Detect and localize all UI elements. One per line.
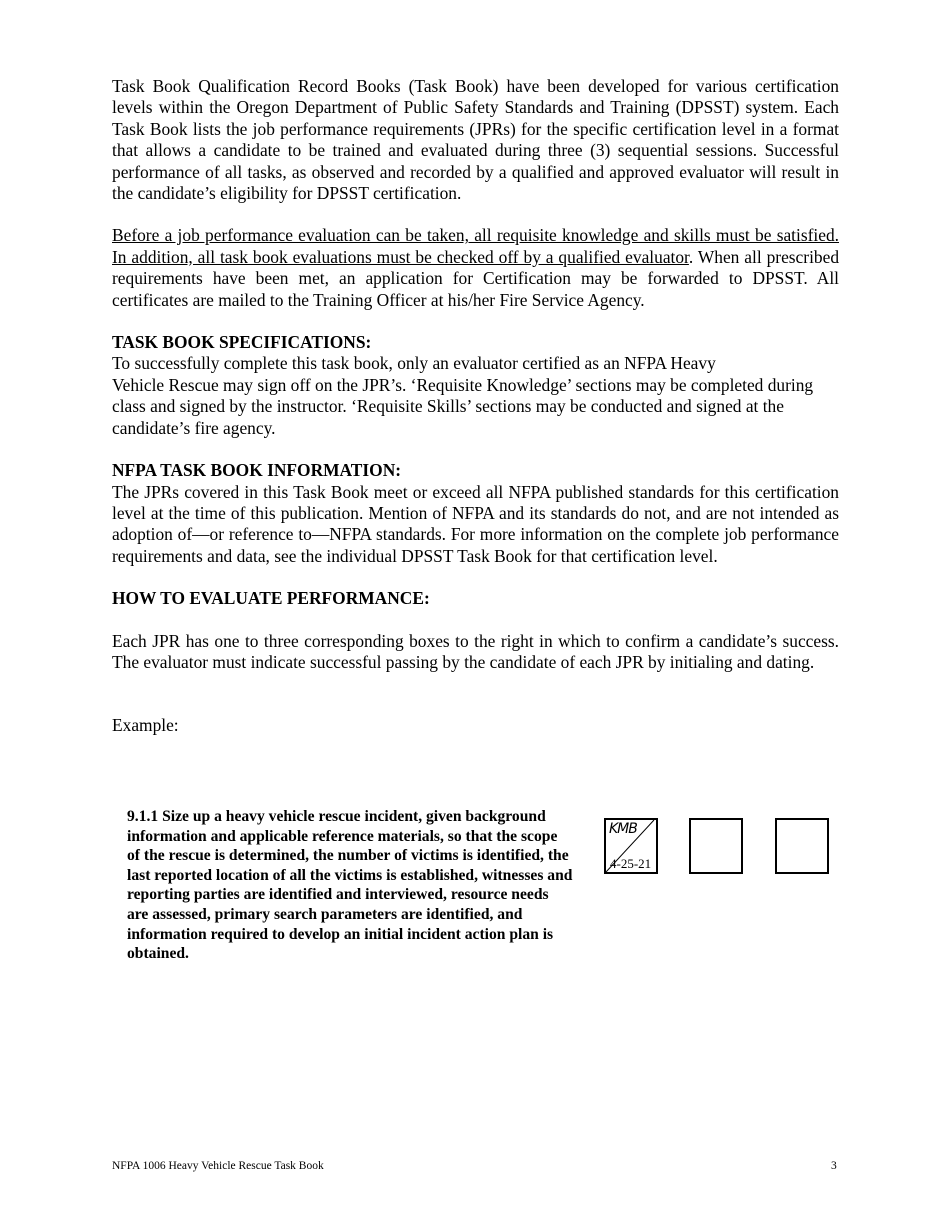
evaluate-heading: HOW TO EVALUATE PERFORMANCE: <box>112 588 430 609</box>
nfpa-info-heading: NFPA TASK BOOK INFORMATION: <box>112 460 402 481</box>
evaluation-box-empty-2[interactable] <box>689 818 743 874</box>
example-jpr-text: 9.1.1 Size up a heavy vehicle rescue incident, given background information and applicable reference materials, so that the scope of the rescue is determined, the number of victims is identified, the last reported location of all the victims is established, witnesses and reporting parties are identified and interviewed, resource needs are assessed, primary search parameters are identified, and information required to develop an initial incident action plan is obtained. <box>127 808 573 963</box>
evaluation-date: 4-25-21 <box>610 856 652 871</box>
page-body <box>112 76 839 737</box>
specifications-line-2: Vehicle Rescue may sign off on the JPR’s. ‘Requisite Knowledge’ sections may be completed during class and signed by the instructor. ‘Requisite Skills’ sections may be conducted and signed at the candidate’s fire agency. <box>112 374 814 438</box>
evaluator-initials: KMB <box>609 821 637 837</box>
example-label: Example: <box>112 715 179 736</box>
footer-page-number: 3 <box>831 1160 837 1172</box>
section-specifications <box>112 332 839 439</box>
intro-requirement-underlined: Before a job performance evaluation can be taken, all requisite knowledge and skills must be satisfied. In addition, all task book evaluations must be checked off by a qualified evaluator <box>112 225 839 267</box>
evaluate-body: Each JPR has one to three corresponding boxes to the right in which to confirm a candidate’s success. The evaluator must indicate successful passing by the candidate of each JPR by initialing and dating. <box>112 630 839 672</box>
section-nfpa-info <box>112 460 839 567</box>
nfpa-info-body: The JPRs covered in this Task Book meet or exceed all NFPA published standards for this certification level at the time of this publication. Mention of NFPA and its standards do not, and are not intended as adoption of—or reference to—NFPA standards. For more information on the complete job performance requirements and data, see the individual DPSST Task Book for that certification level. <box>112 481 839 566</box>
intro-paragraph-1: Task Book Qualification Record Books (Task Book) have been developed for various certification levels within the Oregon Department of Public Safety Standards and Training (DPSST) system. Each Task Book lists the job performance requirements (JPRs) for the specific certification level in a format that allows a candidate to be trained and evaluated during three (3) sequential sessions. Successful performance of all tasks, as observed and recorded by a qualified and approved evaluator will result in the candidate’s eligibility for DPSST certification. <box>112 76 839 204</box>
evaluation-box-empty-3[interactable] <box>775 818 829 874</box>
specifications-heading: TASK BOOK SPECIFICATIONS: <box>112 332 372 353</box>
evaluation-box-signed[interactable] <box>604 818 658 874</box>
footer-title: NFPA 1006 Heavy Vehicle Rescue Task Book <box>112 1160 324 1172</box>
intro-paragraph-2 <box>112 225 839 311</box>
intro-paragraph-2-rest: . When all prescribed requirements have been met, an application for Certification may be forwarded to DPSST. All certificates are mailed to the Training Officer at his/her Fire Service Agency. <box>112 246 840 310</box>
section-evaluate <box>112 588 839 673</box>
specifications-line-1: To successfully complete this task book, only an evaluator certified as an NFPA Heavy <box>112 353 716 374</box>
